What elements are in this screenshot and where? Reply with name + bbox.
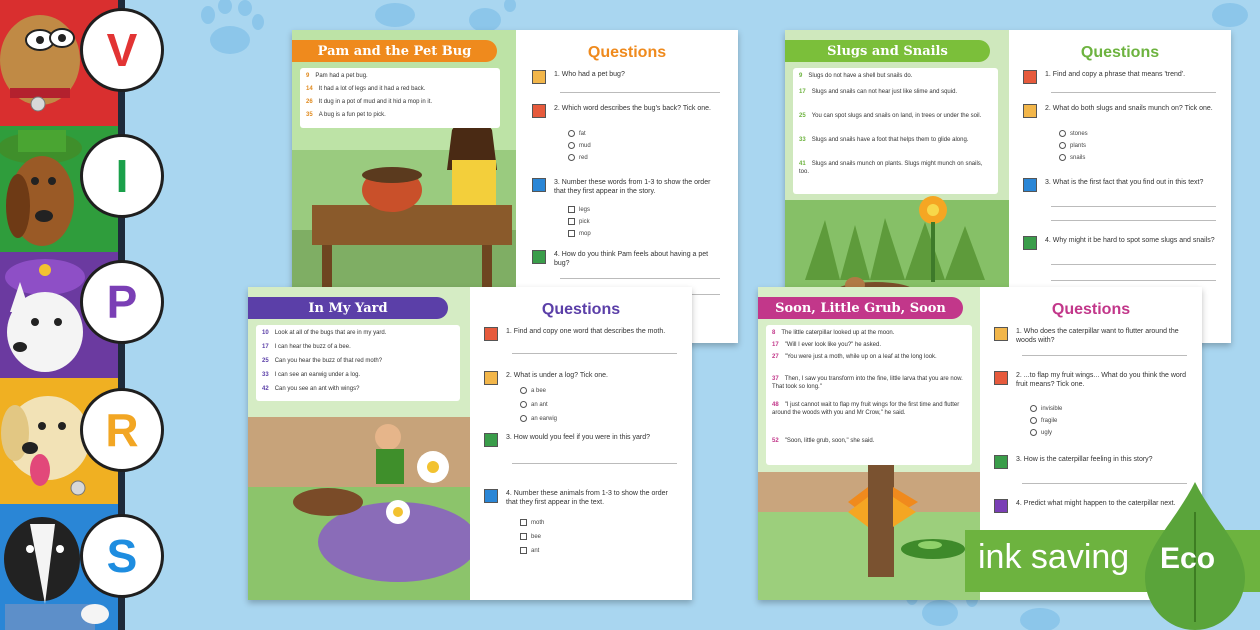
story-line: 52 "Soon, little grub, soon," she said. <box>772 438 875 444</box>
question-text: 4. Why might it be hard to spot some slugs and snails? <box>1045 237 1215 244</box>
question-text: 2. What is under a log? Tick one. <box>506 372 608 379</box>
story-text-box <box>793 68 998 194</box>
answer-option[interactable]: an ant <box>520 401 548 408</box>
questions-heading: Questions <box>541 301 621 318</box>
dog-avatar-icon <box>532 178 546 192</box>
story-line: 33 I can see an earwig under a log. <box>262 372 361 378</box>
answer-line <box>1051 206 1216 207</box>
answer-option[interactable]: ugly <box>1030 429 1052 436</box>
dog-avatar-icon <box>1023 104 1037 118</box>
answer-option[interactable]: fat <box>568 130 586 137</box>
dog-avatar-icon <box>994 455 1008 469</box>
question-text: 3. Number these words from 1-3 to show the order that they first appear in the story. <box>554 179 711 195</box>
story-line: 26 It dug in a pot of mud and it hid a mop in it. <box>306 99 433 105</box>
story-line: 25 Can you hear the buzz of that red moth? <box>262 358 383 364</box>
answer-option[interactable]: fragile <box>1030 417 1057 424</box>
question-text: 1. Who had a pet bug? <box>554 71 625 78</box>
dog-avatar-icon <box>484 433 498 447</box>
question-text: 3. What is the first fact that you find out in this text? <box>1045 179 1204 186</box>
answer-option[interactable]: plants <box>1059 142 1086 149</box>
answer-option[interactable]: red <box>568 154 588 161</box>
dog-avatar-icon <box>484 489 498 503</box>
answer-line <box>1051 92 1216 93</box>
dog-avatar-icon <box>532 104 546 118</box>
story-line: 33 Slugs and snails have a foot that helps them to glide along. <box>799 137 969 143</box>
dog-avatar-icon <box>1023 70 1037 84</box>
answer-line <box>1022 355 1187 356</box>
answer-option[interactable]: mud <box>568 142 591 149</box>
answer-line <box>560 92 720 93</box>
question-text: 1. Find and copy a phrase that means 'trend'. <box>1045 71 1186 78</box>
story-text-box <box>256 325 460 401</box>
answer-option[interactable]: invisible <box>1030 405 1062 412</box>
answer-option[interactable]: an earwig <box>520 415 557 422</box>
story-line: 17 I can hear the buzz of a bee. <box>262 344 351 350</box>
answer-option[interactable]: mop <box>568 230 591 237</box>
question-text: 2. Which word describes the bug's back? Tick one. <box>554 105 711 112</box>
question-text: 1. Who does the caterpillar want to flutter around the woods with? <box>1016 328 1179 344</box>
question-text: 2. ...to flap my fruit wings... What do you think the word fruit means? Tick one. <box>1016 372 1187 388</box>
letter-i: I <box>80 134 164 218</box>
story-line: 27 "You were just a moth, while up on a leaf at the long look. <box>772 354 937 360</box>
answer-option[interactable]: legs <box>568 206 590 213</box>
story-line: 48 "I just cannot wait to flap my fruit wings for the first time and flutter around the woods with you and Mr Crow," he said. <box>772 402 960 416</box>
answer-line <box>512 463 677 464</box>
answer-option[interactable]: pick <box>568 218 590 225</box>
question-text: 4. Predict what might happen to the caterpillar next. <box>1016 500 1176 507</box>
story-line: 35 A bug is a fun pet to pick. <box>306 112 386 118</box>
story-line: 14 It had a lot of legs and it had a red back. <box>306 86 426 92</box>
dog-avatar-icon <box>994 327 1008 341</box>
story-title-banner: Slugs and Snails <box>785 40 990 62</box>
story-line: 17 "Will I ever look like you?" he asked. <box>772 342 881 348</box>
dog-avatar-icon <box>1023 178 1037 192</box>
story-page <box>758 287 980 600</box>
answer-option[interactable]: snails <box>1059 154 1085 161</box>
story-line: 9 Slugs do not have a shell but snails do. <box>799 73 913 79</box>
dog-avatar-icon <box>484 327 498 341</box>
dog-avatar-icon <box>1023 236 1037 250</box>
answer-option[interactable]: bee <box>520 533 541 540</box>
dog-avatar-icon <box>484 371 498 385</box>
answer-line <box>1051 264 1216 265</box>
dog-avatar-icon <box>532 250 546 264</box>
story-page <box>248 287 470 600</box>
question-text: 3. How is the caterpillar feeling in this story? <box>1016 456 1153 463</box>
story-line: 37 Then, I saw you transform into the fine, little larva that you are now. That took so long." <box>772 376 963 390</box>
answer-option[interactable]: a bee <box>520 387 546 394</box>
story-text-box <box>766 325 972 465</box>
story-text-box <box>300 68 500 128</box>
question-text: 3. How would you feel if you were in this yard? <box>506 434 650 441</box>
letter-r: R <box>80 388 164 472</box>
dog-avatar-icon <box>532 70 546 84</box>
questions-heading: Questions <box>1080 44 1160 61</box>
answer-option[interactable]: stones <box>1059 130 1088 137</box>
story-line: 9 Pam had a pet bug. <box>306 73 368 79</box>
eco-badge-text: ink saving <box>978 538 1130 576</box>
story-line: 42 Can you see an ant with wings? <box>262 386 360 392</box>
story-line: 10 Look at all of the bugs that are in my yard. <box>262 330 387 336</box>
story-title-banner: Pam and the Pet Bug <box>292 40 497 62</box>
questions-heading: Questions <box>587 44 667 61</box>
letter-p: P <box>80 260 164 344</box>
question-text: 2. What do both slugs and snails munch on? Tick one. <box>1045 105 1213 112</box>
dog-avatar-icon <box>994 371 1008 385</box>
paw-print-decoration <box>190 0 300 60</box>
story-line: 41 Slugs and snails munch on plants. Slugs might munch on snails, too. <box>799 161 983 175</box>
answer-line <box>1051 220 1216 221</box>
question-text: 4. Number these animals from 1-3 to show the order that they first appear in the text. <box>506 490 668 506</box>
story-title-banner: In My Yard <box>248 297 448 319</box>
letter-v: V <box>80 8 164 92</box>
answer-line <box>512 353 677 354</box>
answer-option[interactable]: moth <box>520 519 544 526</box>
story-line: 8 The little caterpillar looked up at the moon. <box>772 330 895 336</box>
worksheet-in-my-yard <box>248 287 692 600</box>
answer-line <box>560 278 720 279</box>
answer-option[interactable]: ant <box>520 547 539 554</box>
story-line: 17 Slugs and snails can not hear just like slime and squid. <box>799 89 958 95</box>
answer-line <box>1051 280 1216 281</box>
questions-heading: Questions <box>1051 301 1131 318</box>
eco-label: Eco <box>1160 542 1216 575</box>
dog-avatar-icon <box>994 499 1008 513</box>
letter-s: S <box>80 514 164 598</box>
story-title-banner: Soon, Little Grub, Soon <box>758 297 963 319</box>
story-line: 25 You can spot slugs and snails on land, in trees or under the soil. <box>799 113 982 119</box>
question-text: 1. Find and copy one word that describes the moth. <box>506 328 666 335</box>
vipers-strip <box>0 0 139 630</box>
question-text: 4. How do you think Pam feels about having a pet bug? <box>554 251 709 267</box>
